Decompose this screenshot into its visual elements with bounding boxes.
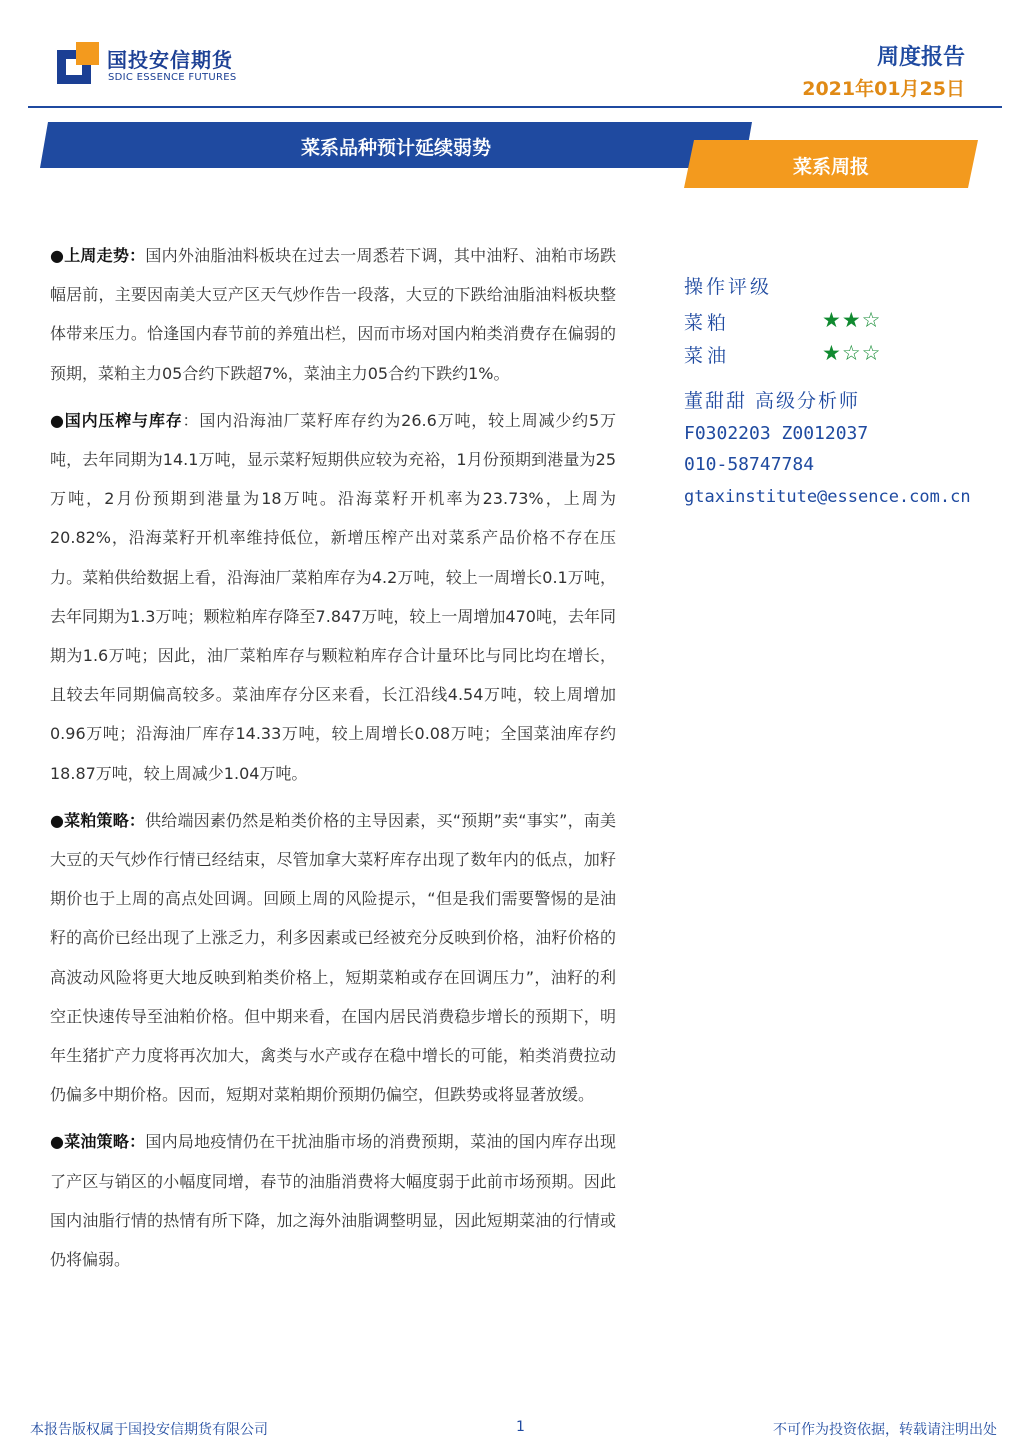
section-heading: ●菜油策略： xyxy=(50,1132,146,1152)
section-oil-strategy xyxy=(50,1122,616,1279)
section-heading: ●国内压榨与库存 xyxy=(50,410,183,430)
section-heading: ●菜粕策略： xyxy=(50,810,146,830)
footer-disclaimer: 不可作为投资依据，转载请注明出处 xyxy=(773,1422,997,1438)
title-banner xyxy=(40,122,752,168)
header-divider xyxy=(28,106,1002,108)
section-last-week-trend xyxy=(50,236,616,393)
rating-heading: 操作评级 xyxy=(684,276,773,298)
section-meal-strategy xyxy=(50,801,616,1115)
section-crush-inventory xyxy=(50,401,616,793)
company-logo xyxy=(57,42,247,88)
rating-row-meal xyxy=(684,306,1004,339)
footer-copyright: 本报告版权属于国投安信期货有限公司 xyxy=(30,1422,268,1438)
subtitle-banner xyxy=(684,140,978,188)
page-number: 1 xyxy=(516,1419,525,1435)
star-rating-icon: ★☆☆ xyxy=(822,341,882,365)
analyst-email[interactable]: gtaxinstitute@essence.com.cn xyxy=(684,487,971,507)
report-body xyxy=(50,236,616,1287)
report-type: 周度报告 xyxy=(876,45,965,70)
report-title: 菜系品种预计延续弱势 xyxy=(300,137,491,159)
star-rating-icon: ★★☆ xyxy=(822,308,882,332)
rating-name: 菜粕 xyxy=(684,312,731,334)
report-date: 2021年01月25日 xyxy=(802,78,965,100)
rating-name: 菜油 xyxy=(684,345,731,367)
section-heading: ●上周走势： xyxy=(50,246,146,265)
sidebar xyxy=(684,272,1004,507)
analyst-name: 董甜甜 高级分析师 xyxy=(684,390,861,412)
section-text: ：国内沿海油厂菜籽库存约为26.6万吨，较上周减少约5万吨，去年同期为14.1万吨，显示菜籽短期供应较为充裕，1月份预期到港量为25万吨，2月份预期到港量为18万吨。沿海菜籽开机率为23.73%，上周为20.82%，沿海菜籽开机率维持低位，新增压榨产出对菜系产品价格不存在压力。菜粕供给数据上看，沿海油厂菜粕库存为4.2万吨，较上一周增长0.1万吨，去年同期为1.3万吨；颗粒粕库存降至7.847万吨，较上一周增加470吨，去年同期为1.6万吨；因此，油厂菜粕库存与颗粒粕库存合计量环比与同比均在增长，且较去年同期偏高较多。菜油库存分区来看，长江沿线4.54万吨，较上周增加0.96万吨；沿海油厂库存14.33万吨，较上周增长0.08万吨；全国菜油库存约18.87万吨，较上周减少1.04万吨。 xyxy=(50,410,617,783)
logo-chinese-name: 国投安信期货 xyxy=(107,48,233,72)
logo-english-name: SDIC ESSENCE FUTURES xyxy=(108,72,237,83)
rating-row-oil xyxy=(684,339,1004,372)
logo-mark-icon xyxy=(57,42,99,84)
section-text: 供给端因素仍然是粕类价格的主导因素，买“预期”卖“事实”，南美大豆的天气炒作行情已经结束，尽管加拿大菜籽库存出现了数年内的低点，加籽期价也于上周的高点处回调。回顾上周的风险提示，“但是我们需要警惕的是油籽的高价已经出现了上涨乏力，利多因素或已经被充分反映到价格，油籽价格的高波动风险将更大地反映到粕类价格上，短期菜粕或存在回调压力”，油籽的利空正快速传导至油粕价格。但中期来看，在国内居民消费稳步增长的预期下，明年生猪扩产力度将再次加大，禽类与水产或存在稳中增长的可能，粕类消费拉动仍偏多中期价格。因而，短期对菜粕期价预期仍偏空，但跌势或将显著放缓。 xyxy=(50,810,616,1105)
section-text: 国内外油脂油料板块在过去一周悉若下调，其中油籽、油粕市场跌幅居前，主要因南美大豆产区天气炒作告一段落，大豆的下跌给油脂油料板块整体带来压力。恰逢国内春节前的养殖出栏，因而市场对国内粕类消费存在偏弱的预期，菜粕主力05合约下跌超7%，菜油主力05合约下跌约1%。 xyxy=(50,246,616,383)
report-subtitle: 菜系周报 xyxy=(792,156,869,178)
section-text: 国内局地疫情仍在干扰油脂市场的消费预期，菜油的国内库存出现了产区与销区的小幅度同增，春节的油脂消费将大幅度弱于此前市场预期。因此国内油脂行情的热情有所下降，加之海外油脂调整明显，因此短期菜油的行情或仍将偏弱。 xyxy=(50,1132,616,1270)
analyst-phone: 010-58747784 xyxy=(684,454,815,475)
analyst-license: F0302203 Z0012037 xyxy=(684,423,869,444)
